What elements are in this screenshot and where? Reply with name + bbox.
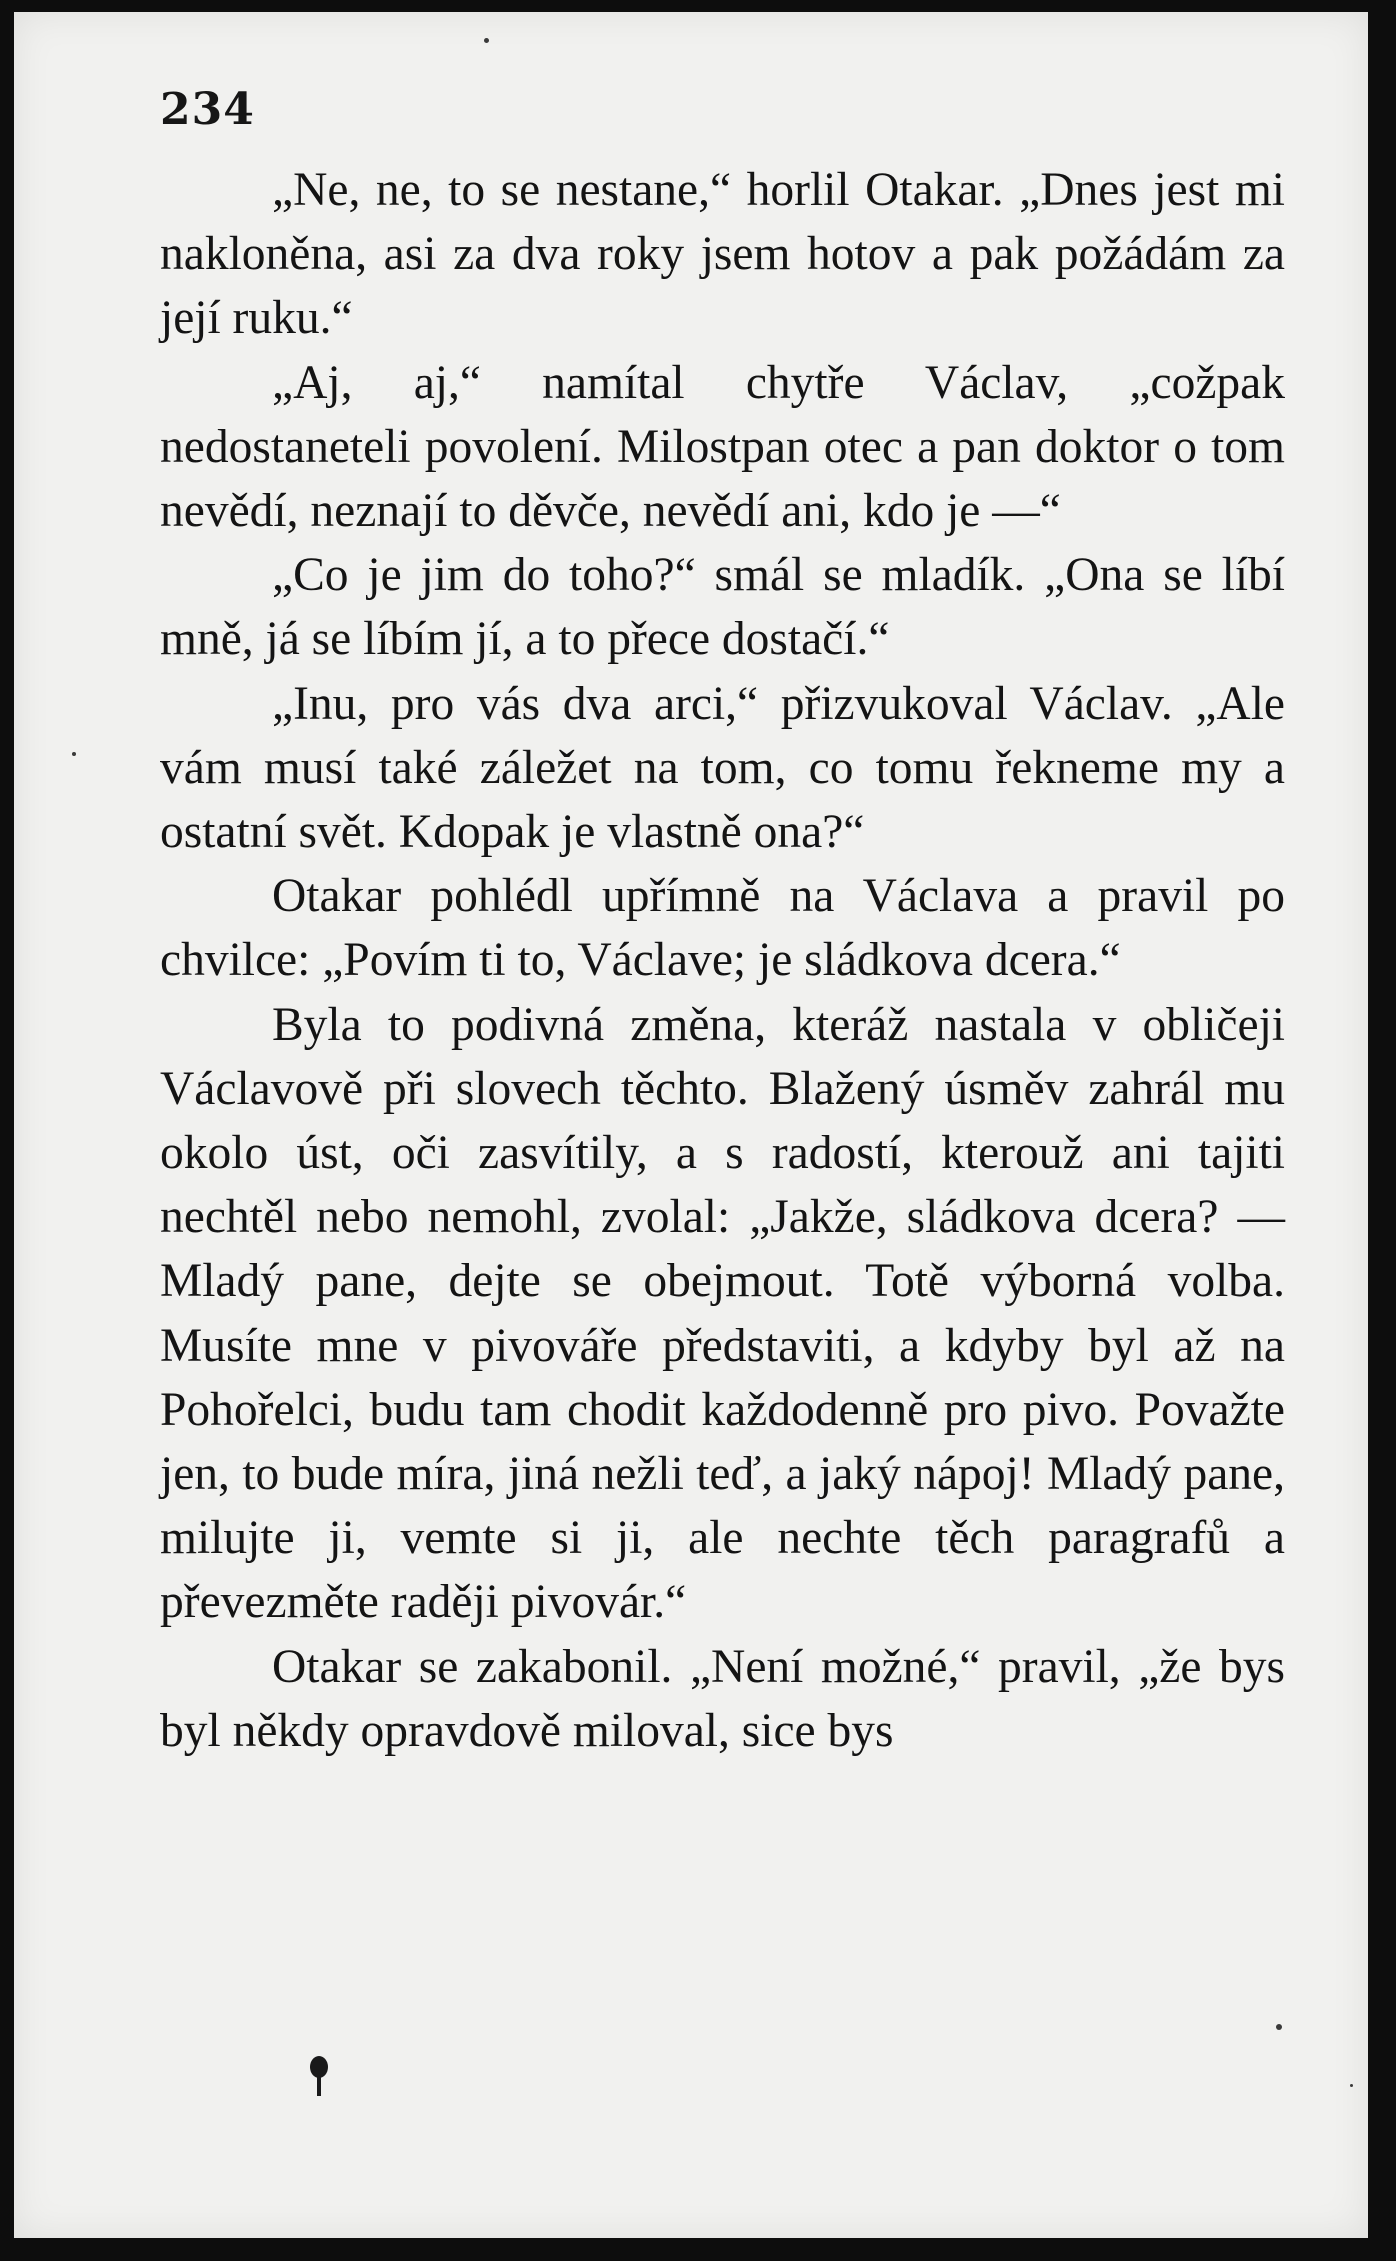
book-page [14,12,1368,2238]
body-text [160,158,1285,1763]
paragraph: Byla to podivná změna, kteráž nastala v obličeji Václavově při slovech těchto. Blažený úsměv zahrál mu okolo úst, oči zasvítily, a s radostí, kterouž ani tajiti nechtěl nebo nemohl, zvolal: „Jakže, sládkova dcera? — Mladý pane, dejte se obejmout. Totě výborná volba. Musíte mne v pivováře představiti, a kdyby byl až na Pohořelci, budu tam chodit každodenně pro pivo. Považte jen, to bude míra, jiná nežli teď, a jaký nápoj! Mladý pane, milujte ji, vemte si ji, ale nechte těch paragrafů a převezměte raději pivovár.“ [160,998,1285,1629]
print-speck [1276,2024,1282,2030]
paragraph: „Inu, pro vás dva arci,“ přizvukoval Václav. „Ale vám musí také záležet na tom, co tomu řekneme my a ostatní svět. Kdopak je vlastně ona?“ [160,677,1285,859]
page-number: 234 [160,84,255,135]
paragraph: Otakar se zakabonil. „Není možné,“ pravil, „že bys byl někdy opravdově miloval, sice bys [160,1640,1285,1757]
print-speck [1350,2084,1353,2087]
paragraph: „Co je jim do toho?“ smál se mladík. „Ona se líbí mně, já se líbím jí, a to přece dostačí.“ [160,549,1285,666]
paragraph: „Aj, aj,“ namítal chytře Václav, „cožpak nedostaneteli povolení. Milostpan otec a pan doktor o tom nevědí, neznají to děvče, nevědí ani, kdo je —“ [160,356,1285,538]
print-speck [72,752,76,756]
ink-blot-mark [308,2054,330,2098]
print-speck [484,38,489,43]
paragraph: Otakar pohlédl upřímně na Václava a pravil po chvilce: „Povím ti to, Václave; je sládkova dcera.“ [160,870,1285,987]
paragraph: „Ne, ne, to se nestane,“ horlil Otakar. „Dnes jest mi nakloněna, asi za dva roky jsem hotov a pak požádám za její ruku.“ [160,164,1285,345]
